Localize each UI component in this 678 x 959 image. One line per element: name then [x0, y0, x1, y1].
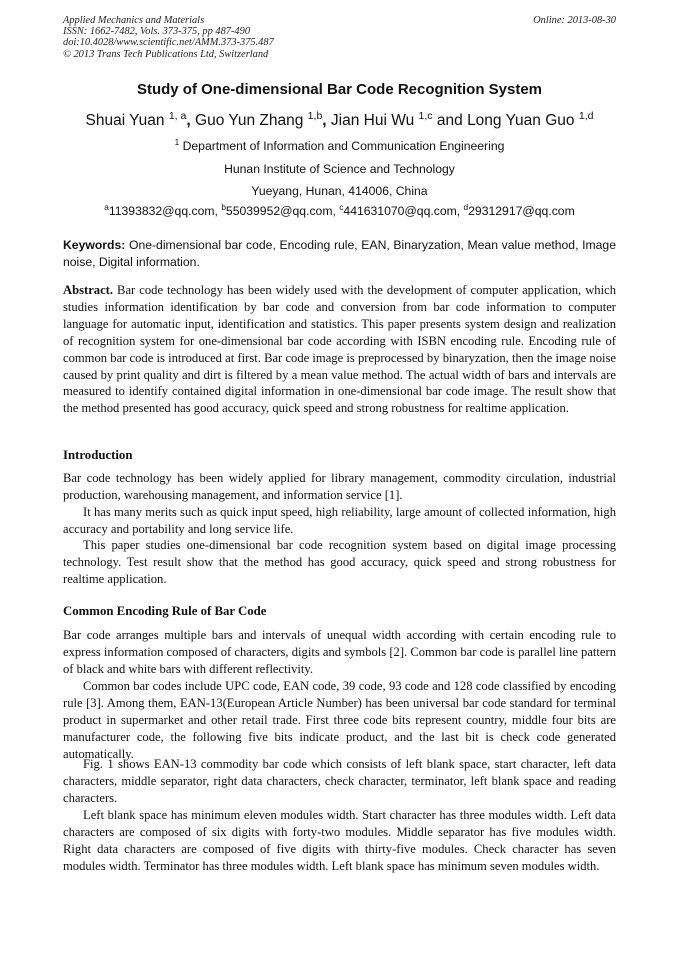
author-name: Guo Yun Zhang	[195, 112, 304, 129]
email-address: 441631070@qq.com	[343, 204, 457, 218]
email-list: $^a$11393832@qq.com, $^b$55039952@qq.com, $^c$441631070@qq.com, $^d$29312917@qq.com	[104, 202, 575, 218]
author-name: Shuai Yuan	[85, 112, 165, 129]
author-list: Shuai Yuan $^{1, a}$, Guo Yun Zhang $^{1,b}$, Jian Hui Wu $^{1,c}$ and Long Yuan Guo $^{1,d}$	[85, 109, 594, 129]
encoding-paragraph-3: Fig. 1 shows EAN-13 commodity bar code which consists of left blank space, start character, left data characters, middle separator, right data characters, check character, terminator, left blank space and reading characters.	[63, 757, 616, 805]
keywords-label: Keywords:	[63, 238, 126, 252]
author-superscript: 1, a	[168, 109, 187, 122]
author-name: Jian Hui Wu	[330, 112, 415, 129]
section-heading-encoding: Common Encoding Rule of Bar Code	[63, 604, 267, 618]
email-address: 29312917@qq.com	[468, 204, 575, 218]
intro-paragraph-1: Bar code technology has been widely applied for library management, commodity circulation, industrial production, warehousing management, and information service [1].	[63, 471, 616, 502]
email-superscript: d	[463, 202, 469, 213]
encoding-paragraph-1: Bar code arranges multiple bars and intervals of unequal width according with certain encoding rule to express information composed of characters, digits and symbols [2]. Common bar code is parallel line pattern of black and white bars with different reflectivity.	[63, 628, 616, 676]
keywords	[63, 237, 616, 271]
email-address: 55039952@qq.com	[225, 204, 333, 218]
author-name: Long Yuan Guo	[467, 112, 575, 129]
paper-title: Study of One-dimensional Bar Code Recognition System	[136, 81, 543, 98]
keywords-text: One-dimensional bar code, Encoding rule, EAN, Binaryzation, Mean value method, Image noise, Digital information.	[63, 238, 616, 269]
journal-name: Applied Mechanics and Materials	[63, 15, 205, 26]
encoding-paragraph-4: Left blank space has minimum eleven modules width. Start character has three modules width. Left data characters are composed of six digits with forty-two modules. Middle separator has five modules width. Right data characters are composed of five digits with thirty-five modules. Check character has seven modules width. Terminator has three modules width. Left blank space has minimum seven modules width.	[63, 808, 616, 873]
journal-header	[63, 15, 616, 60]
email-address: 11393832@qq.com	[108, 204, 215, 218]
email-superscript: b	[221, 202, 226, 213]
affiliation-address: Yueyang, Hunan, 414006, China	[251, 184, 428, 198]
email-superscript: c	[339, 202, 344, 213]
author-superscript: 1,d	[578, 109, 594, 122]
abstract-text: Bar code technology has been widely used with the development of computer application, which studies information identification by bar code and conversion from bar code information to computer language for automatic input, identification and statistics. This paper presents system design and realization of recognition system for one-dimensional bar code according with ISBN encoding rule. Encoding rule of common bar code is introduced at first. Bar code image is preprocessed by binaryzation, then the image noise caused by print quality and dirt is filtered by a mean value method. The actual width of bars and intervals are measured to identify contained digital information in one-dimensional bar code image. The result show that the method presented has good accuracy, quick speed and strong robustness for realtime application.	[63, 283, 616, 416]
doi-line: doi:10.4028/www.scientific.net/AMM.373-375.487	[63, 37, 274, 49]
section-heading-introduction: Introduction	[63, 448, 133, 462]
abstract-label: Abstract.	[63, 283, 114, 297]
online-date: Online: 2013-08-30	[533, 15, 616, 26]
intro-paragraph-3: This paper studies one-dimensional bar code recognition system based on digital image processing technology. Test result show that the method has good accuracy, quick speed and strong robustness for realtime application.	[63, 538, 616, 586]
email-superscript: a	[104, 202, 109, 213]
abstract	[63, 282, 616, 417]
issn-line: ISSN: 1662-7482, Vols. 373-375, pp 487-490	[63, 26, 251, 38]
affiliation-department: $^1$ Department of Information and Communication Engineering	[174, 137, 505, 153]
affiliation-superscript: 1	[174, 137, 180, 148]
intro-paragraph-2: It has many merits such as quick input speed, high reliability, large amount of collected information, high accuracy and portability and long service life.	[63, 505, 616, 536]
author-superscript: 1,b	[307, 109, 323, 122]
copyright-line: © 2013 Trans Tech Publications Ltd, Switzerland	[63, 48, 269, 60]
author-superscript: 1,c	[418, 109, 433, 122]
affiliation-institute: Hunan Institute of Science and Technology	[224, 162, 455, 176]
encoding-paragraph-2: Common bar codes include UPC code, EAN code, 39 code, 93 code and 128 code classified by encoding rule [3]. Among them, EAN-13(European Article Number) has been universal bar code standard for terminal product in supermarket and other retail trade. First three code bits represent country, middle four bits are manufacturer code, the following five bits indicate product, and the last bit is check code generated automatically.	[63, 679, 616, 761]
